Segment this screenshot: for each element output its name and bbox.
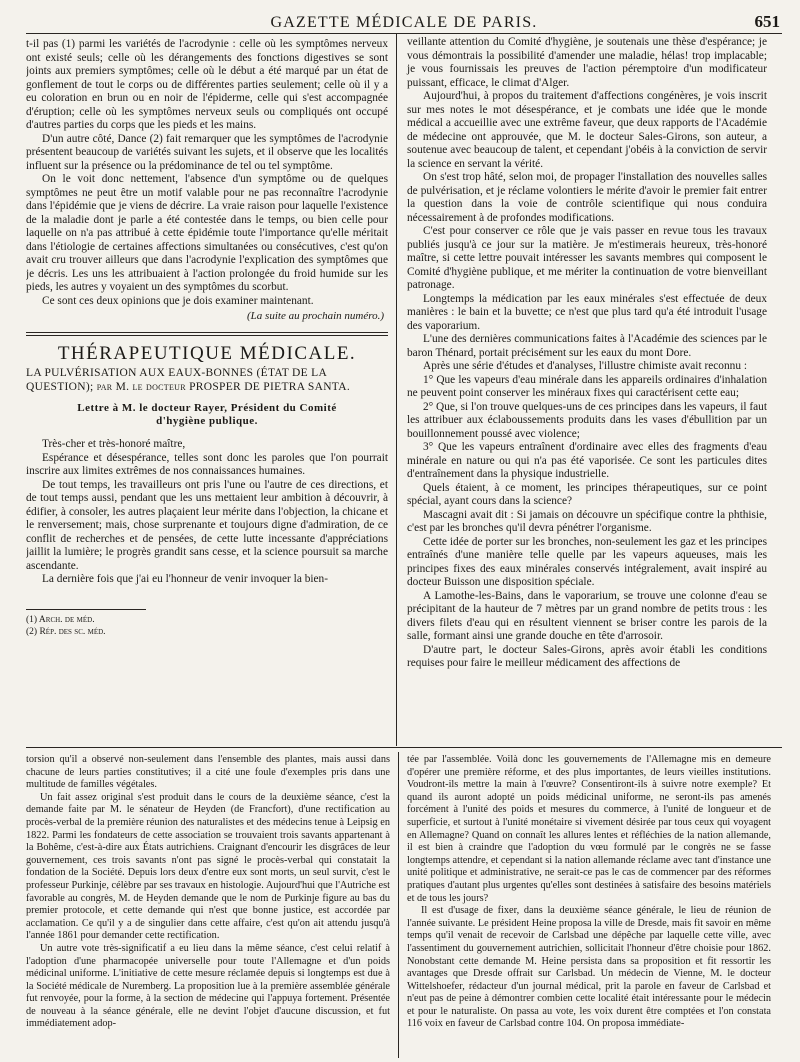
paragraph: Un autre vote très-significatif a eu lieu dans la même séance, c'est celui relatif à l'adoption d'une pharmacopée universelle pour toute l'Allemagne et d'un poids médicinal uniforme. L'initiative de cette mesure réclamée depuis si longtemps est due à la Société médicale de Nuremberg. La proposition lue à la première assemblée générale fut renvoyée, pour la forme, à la section de médecine qui l'appuya fortement. Présentée de nouveau à la séance générale, elle ne devint l'objet d'aucune discussion, et fut immédiatement adop-: [26, 942, 390, 1030]
paragraph: La dernière fois que j'ai eu l'honneur de venir invoquer la bien-: [42, 573, 328, 585]
paragraph: C'est pour conserver ce rôle que je vais passer en revue tous les travaux publiés jusqu'à ce jour sur la matière. Je m'estimerais heureux, très-honoré maître, si cette lettre pouvait intéresser les savants membres qui composent le Comité d'hygiène publique, et me mériter la continuation de votre bienveillant patronage.: [407, 225, 767, 291]
paragraph: On le voit donc nettement, l'absence d'un symptôme ou de quelques symptômes ne peut être un motif valable pour ne pas reconnaître l'acrodynie dans l'épidémie que je viens de décrire. La vraie raison pour laquelle l'existence de la maladie dont je parle a été contestée dans le temps, ou bien celle pour laquelle on n'a pas attribué à cette épidémie toute l'importance qu'elle méritait dans l'étiologie de certaines affections simultanées ou consécutives, c'est qu'on avait cru trouver ailleurs que dans l'acrodynie l'explication des symptômes que je décris. Les uns les attribuaient à l'action prolongée du froid humide sur les pieds, les autres y voyaient un des symptômes du scorbut.: [26, 173, 388, 293]
journal-title: GAZETTE MÉDICALE DE PARIS.: [270, 14, 538, 31]
letter-title-line: Lettre à M. le docteur Rayer, Président du Comité: [77, 402, 337, 414]
list-item: 2° Que, si l'on trouve quelques-uns de ces principes dans les vapeurs, il faut les attribuer aux éclaboussements produits dans les vases d'ébullition par un bouillonnement poussé avec violence;: [407, 400, 767, 440]
letter-title: [26, 402, 388, 428]
paragraph: Mascagni avait dit : Si jamais on découvre un spécifique contre la phthisie, c'est par les bronches qu'il devra pénétrer l'organisme.: [407, 508, 767, 534]
footnote: (2) Rép. des sc. méd.: [26, 626, 106, 637]
paragraph: A Lamothe-les-Bains, dans le vaporarium, se trouve une colonne d'eau se précipitant de la hauteur de 7 mètres par un grand nombre de petits trous : les divers filets d'eau qui en résultent viennent se briser contre les parois de la salle, formant ainsi une grande douche en tête d'arrosoir.: [407, 589, 767, 642]
article-title: [26, 366, 388, 394]
paragraph: tée par l'assemblée. Voilà donc les gouvernements de l'Allemagne mis en demeure d'opérer une première réforme, et des plus importantes, de leurs vieilles institutions. Voudront-ils mettre la main à l'œuvre? Consentiront-ils à suivre notre exemple? Et quand ils auront adopté un poids médicinal uniforme, ne seront-ils pas amenés forcément à l'unité des poids et mesures du commerce, à l'unité de longueur et de superficie, et surtout à l'unité monétaire si vivement désirée par tous ceux qui voyagent en Allemagne? Quand on connaît les allures lentes et réfléchies de la nation allemande, il est bien à craindre que l'adoption du vœu formulé par le congrès ne se fasse longtemps attendre, et cependant si la nation allemande réclame avec tant d'instance une unité politique et administrative, ne serait-ce pas le cas de commencer par des réformes pratiques d'autant plus urgentes qu'elles sont destinées à satisfaire des besoins matériels et de tous les jours?: [407, 754, 771, 904]
list-item: 1° Que les vapeurs d'eau minérale dans les appareils ordinaires d'inhalation ne peuvent point conserver les minéraux fixes qui caractérisent cette eau;: [407, 373, 767, 399]
paragraph: Il est d'usage de fixer, dans la deuxième séance générale, le lieu de réunion de l'année suivante. Le président Heine proposa la ville de Dresde, mais fit savoir en même temps qu'il venait de recevoir de Carlsbad une dépêche par laquelle cette ville, avec l'assentiment du gouvernement autrichien, sollicitait l'honneur d'être choisie pour 1862. Nonobstant cette demande M. Heine persista dans sa proposition et fit ressortir les avantages que Dresde offrait sur Carlsbad. Un médecin de Vienne, M. le docteur Wittelshoefer, rédacteur d'un journal médical, prit la parole en faveur de Carlsbad et n'eut pas de peine à démontrer combien cette localité était intéressante pour le médecin et pour le naturaliste. On passa au vote, les voix durent être comptées et l'on constata 116 voix en faveur de Carlsbad contre 104. On proposa immédiate-: [407, 905, 771, 1030]
letter-title-line: d'hygiène publique.: [156, 415, 258, 427]
feuilleton-divider: [26, 747, 782, 748]
paragraph: Espérance et désespérance, telles sont donc les paroles que l'on pourrait inscrire aux limites extrêmes de nos connaissances humaines.: [26, 451, 388, 477]
paragraph: Aujourd'hui, à propos du traitement d'affections congénères, je vois inscrit sur mes notes le mot désespérance, et je combats une idée que le monde médical a accueillie avec une extrême faveur, que deux rapports de l'Académie de médecine ont approuvée, que M. le docteur Sales-Girons, son auteur, a soutenue avec beaucoup de talent, et cependant j'obéis à la conviction de servir la science en servant la vérité.: [407, 90, 767, 170]
paragraph: D'autre part, le docteur Sales-Girons, après avoir établi les conditions requises pour faire le meilleur médicament des affections de: [407, 643, 767, 669]
upper-section: [26, 34, 782, 746]
continuation-note: (La suite au prochain numéro.): [247, 310, 384, 322]
upper-right-column: [397, 34, 767, 746]
paragraph: De tout temps, les travailleurs ont pris l'une ou l'autre de ces directions, et de tout temps aussi, pendant que les uns mettaient leur ambition à découvrir, à édifier, à consoler, les autres plaçaient leur mérite dans l'objection, la chicane et le renversement; mais, chose surprenante et toujours digne d'admiration, de ce conflit de recherches et de pensées, de cette lutte incessante d'appréciations jaillit la lumière; le progrès grandit sans cesse, et la science poursuit sa marche ascendante.: [26, 478, 388, 572]
paragraph: D'un autre côté, Dance (2) fait remarquer que les symptômes de l'acrodynie présentent beaucoup de variétés suivant les sujets, et il observe que les localités influent sur la présence ou la prédominance de tel ou tel symptôme.: [26, 132, 388, 172]
section-divider-thin: [26, 335, 388, 336]
upper-left-column: [26, 34, 396, 746]
lower-right-column: [399, 752, 771, 1058]
footnotes: [26, 609, 146, 638]
paragraph: L'une des dernières communications faites à l'Académie des sciences par le baron Thénard, portait précisément sur les eaux du mont Dore.: [407, 333, 767, 359]
paragraph: torsion qu'il a observé non-seulement dans l'ensemble des plantes, mais aussi dans chacune de leurs parties constitutives; il a cité une foule d'exemples pris dans une multitude de familles végétales.: [26, 754, 390, 791]
paragraph: Après une série d'études et d'analyses, l'illustre chimiste avait reconnu :: [423, 360, 747, 372]
paragraph: On s'est trop hâté, selon moi, de propager l'installation des nouvelles salles de pulvérisation, et je réclame volontiers le mérite d'avoir le premier fait entrer la question dans la voie de contrôle scientifique qui nous conduira nécessairement à de profondes modifications.: [407, 171, 767, 224]
list-item: 3° Que les vapeurs entraînent d'ordinaire avec elles des fragments d'eau minérale en nature ou qui n'a pas été vaporisée. Ce sont les particules dites d'entraînement dans la physique industrielle.: [407, 441, 767, 480]
paragraph: Quels étaient, à ce moment, les principes thérapeutiques, sur ce point spécial, ayant cours dans la science?: [407, 481, 767, 507]
footnote: (1) Arch. de méd.: [26, 614, 95, 625]
running-header: [26, 8, 782, 34]
section-title: THÉRAPEUTIQUE MÉDICALE.: [57, 342, 357, 364]
paragraph: t-il pas (1) parmi les variétés de l'acrodynie : celle où les symptômes nerveux ont existé seuls; celle où les dérangements des fonctions digestives se sont joints aux premiers symptômes; celle où le début a été marqué par un état de gonflement de tout le corps ou de différentes parties seulement; celle où il y a eu coloration en brun ou en noir de l'épiderme, celle qui s'est accompagnée d'éruption; celle où les symptômes nerveux seuls ou compliqués ont occupé d'autres parties du corps que les pieds et les mains.: [26, 38, 388, 131]
salutation: Très-cher et très-honoré maître,: [42, 438, 186, 450]
paragraph: Cette idée de porter sur les bronches, non-seulement les gaz et les principes entraînés d'une manière telle quelle par les vapeurs aqueuses, mais les principes fixes des eaux minérales conservés intégralement, avait inspiré au docteur Buisson une disposition spéciale.: [407, 535, 767, 588]
paragraph: Un fait assez original s'est produit dans le cours de la deuxième séance, c'est la demande faite par M. le sénateur de Heyden (de Francfort), d'une rectification au procès-verbal de la première réunion des naturalistes et des médecins tenue à Leipsig en 1822. Parmi les fondateurs de cette association se trouvaient trois savants appartenant à la Bohême, c'est-à-dire aux États autrichiens. Craignant d'encourir les disgrâces de leur gouvernement, ces trois savants n'ont pas signé le procès-verbal qui constatait la fondation de la Société. Depuis lors deux d'entre eux sont morts, un seul survit, c'est le professeur Purkinje, célèbre par ses travaux en histologie. Aujourd'hui que l'Autriche est favorable au congrès, M. de Heyden demande que le nom de Purkinje figure au bas du premier protocole, et cette demande qui n'est que bonne justice, est accordée par acclamation. Ce qu'il y a de singulier dans cette affaire, c'est qu'on ait attendu jusqu'à l'année 1861 pour demander cette rectification.: [26, 791, 390, 942]
paragraph: Longtemps la médication par les eaux minérales s'est effectuée de deux manières : le bain et la buvette; ce n'est que plus tard qu'a été introduit l'usage des vaporarium.: [407, 292, 767, 332]
page-number: 651: [754, 12, 780, 31]
lower-section: [26, 752, 782, 1058]
section-divider: [26, 332, 388, 333]
article-title-text: LA PULVÉRISATION AUX EAUX-BONNES (ÉTAT DE LA QUESTION); par M. le docteur PROSPER DE PIETRA SANTA.: [26, 367, 350, 393]
lower-left-column: [26, 752, 398, 1058]
paragraph: Ce sont ces deux opinions que je dois examiner maintenant.: [42, 294, 314, 307]
paragraph: veillante attention du Comité d'hygiène, je soutenais une thèse d'espérance; je vous démontrais la possibilité d'amender une maladie, hélas! trop implacable; je vous fournissais les preuves de l'action péremptoire d'un modificateur puissant, efficace, le climat d'Alger.: [407, 36, 767, 89]
